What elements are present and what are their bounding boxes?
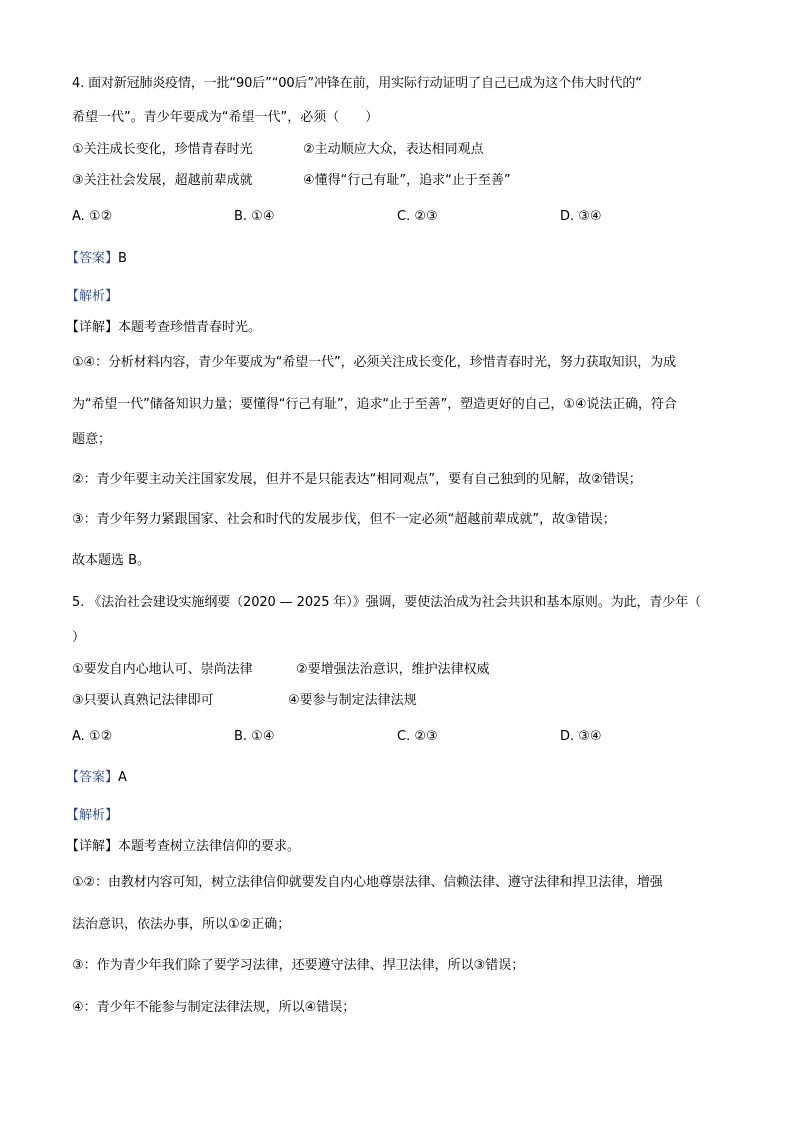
q4-explanation-1-line3: 题意； <box>72 432 112 447</box>
q5-option-a: A. ①② <box>72 729 113 744</box>
q4-stem-line2: 希望一代”。青少年要成为“希望一代”，必须（ ） <box>72 110 379 125</box>
q5-answer-label: 【答案】 <box>66 770 119 785</box>
q5-choice-2: ②要增强法治意识，维护法律权威 <box>296 662 490 677</box>
q4-analysis-label-text: 【解析】 <box>66 289 119 304</box>
q4-answer-label: 【答案】 <box>66 251 119 266</box>
q4-option-b: B. ①④ <box>234 209 275 224</box>
q5-stem-line2: ） <box>72 630 86 645</box>
q4-detail: 【详解】本题考查珍惜青春时光。 <box>66 320 262 335</box>
q4-answer-value: B <box>118 251 127 266</box>
q4-stem-line1: 4. 面对新冠肺炎疫情，一批“90后”“00后”冲锋在前，用实际行动证明了自己已成为这个伟大时代的“ <box>72 76 642 91</box>
q5-choice-3: ③只要认真熟记法律即可 <box>72 693 214 708</box>
q5-explanation-1-line1: ①②：由教材内容可知，树立法律信仰就要发自内心地尊崇法律、信赖法律、遵守法律和捍卫法律，增强 <box>72 875 663 890</box>
q5-explanation-3: ④：青少年不能参与制定法律法规，所以④错误； <box>72 1000 356 1015</box>
q4-explanation-1-line2: 为“希望一代”储备知识力量；要懂得“行己有耻”，追求“止于至善”，塑造更好的自己，①④说法正确，符合 <box>72 397 677 412</box>
q4-choice-4: ④懂得“行己有耻”，追求“止于至善” <box>303 173 511 188</box>
q4-explanation-1-line1: ①④：分析材料内容，青少年要成为“希望一代”，必须关注成长变化，珍惜青春时光，努力获取知识，为成 <box>72 355 676 370</box>
q5-answer-value: A <box>118 770 127 785</box>
q4-conclusion: 故本题选 B。 <box>72 553 151 568</box>
q4-choice-1: ①关注成长变化，珍惜青春时光 <box>72 142 253 157</box>
q5-detail: 【详解】本题考查树立法律信仰的要求。 <box>66 839 301 854</box>
q4-analysis-label <box>66 289 118 305</box>
q4-explanation-3: ③：青少年努力紧跟国家、社会和时代的发展步伐，但不一定必须“超越前辈成就”，故③错误； <box>72 512 616 527</box>
q5-answer <box>66 770 127 786</box>
q5-stem-line1: 5. 《法治社会建设实施纲要（2020 — 2025 年）》强调，要使法治成为社会共识和基本原则。为此，青少年（ <box>72 595 702 610</box>
q5-choice-1: ①要发自内心地认可、崇尚法律 <box>72 662 253 677</box>
q4-answer <box>66 251 127 267</box>
q5-analysis-label-text: 【解析】 <box>66 808 119 823</box>
q5-explanation-1-line2: 法治意识，依法办事，所以①②正确； <box>72 917 291 932</box>
q4-explanation-2: ②：青少年要主动关注国家发展，但并不是只能表达“相同观点”，要有自己独到的见解，故②错误； <box>72 472 642 487</box>
q4-choice-2: ②主动顺应大众，表达相同观点 <box>303 142 484 157</box>
q5-explanation-2: ③：作为青少年我们除了要学习法律，还要遵守法律、捍卫法律，所以③错误； <box>72 958 525 973</box>
q5-option-d: D. ③④ <box>560 729 602 744</box>
q4-option-d: D. ③④ <box>560 209 602 224</box>
q4-option-a: A. ①② <box>72 209 113 224</box>
q4-option-c: C. ②③ <box>397 209 438 224</box>
q5-option-c: C. ②③ <box>397 729 438 744</box>
q5-analysis-label <box>66 808 118 824</box>
q4-choice-3: ③关注社会发展，超越前辈成就 <box>72 173 253 188</box>
q5-option-b: B. ①④ <box>234 729 275 744</box>
q5-choice-4: ④要参与制定法律法规 <box>288 693 417 708</box>
